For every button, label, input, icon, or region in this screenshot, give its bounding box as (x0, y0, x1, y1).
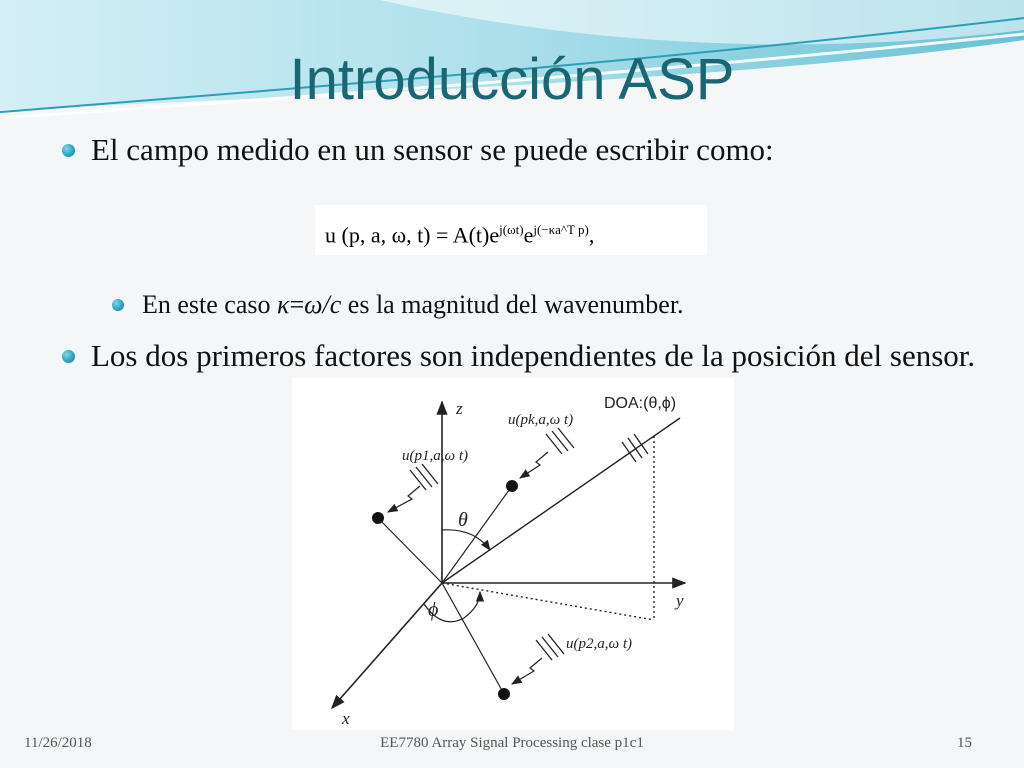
wave-arrow-k-icon (520, 452, 548, 478)
phi-label: ϕ (428, 599, 439, 621)
footer-date: 11/26/2018 (24, 735, 92, 751)
sub-bullet-prefix: En este caso (142, 290, 278, 319)
equation-lhs: u (p, a, ω, t) = A(t)e (325, 222, 500, 248)
sensor-k-dot (506, 480, 518, 492)
sensor-1-label: u(p1,a,ω t) (402, 448, 468, 464)
sub-bullet-suffix: es la magnitud del wavenumber. (341, 290, 684, 319)
slash-c: /c (322, 290, 342, 319)
sensor-2-dot (498, 688, 510, 700)
footer-page-number: 15 (957, 735, 972, 751)
slide-title: Introducción ASP (289, 47, 735, 112)
footer-course: EE7780 Array Signal Processing clase p1c1 (380, 735, 644, 751)
sensor-1-vector (378, 518, 442, 583)
equation-exp-2: j(−κa^T p) (533, 222, 589, 237)
bullet-dot-icon (62, 350, 75, 363)
sensor-2-label: u(p2,a,ω t) (566, 636, 632, 652)
bullet-2-text: Los dos primeros factores son independientes de la posición del sensor. (91, 338, 976, 373)
equation-exp-1: j(ωt) (499, 222, 524, 237)
bullet-dot-icon (62, 144, 75, 157)
doa-label: DOA:(θ,ϕ) (604, 395, 677, 412)
x-axis (332, 583, 442, 708)
sensor-k-vector (442, 486, 512, 583)
equation-tail: , (588, 222, 595, 248)
wavefront-k-icon (546, 428, 574, 454)
theta-label: θ (458, 509, 468, 531)
wavefront-doa-icon (622, 434, 648, 462)
axis-z-label: z (456, 399, 463, 418)
kappa-symbol: κ (277, 290, 290, 319)
theta-arc (442, 530, 490, 550)
equals-sign: = (289, 290, 305, 319)
doa-projection-floor (442, 583, 654, 620)
axis-y-label: y (676, 591, 684, 610)
omega-symbol: ω (304, 290, 323, 319)
wave-arrow-2-icon (512, 658, 542, 684)
sensor-k-label: u(pk,a,ω t) (508, 412, 574, 428)
wavefront-2-icon (536, 634, 564, 660)
equation-mid: e (523, 222, 534, 248)
bullet-2 (62, 336, 992, 376)
sub-bullet-text (142, 288, 684, 322)
array-geometry-diagram (292, 378, 734, 730)
wavefront-1-icon (410, 464, 438, 490)
sensor-1-dot (372, 512, 384, 524)
axis-x-label: x (342, 709, 350, 728)
bullet-1-text: El campo medido en un sensor se puede escribir como: (91, 132, 774, 167)
field-equation (315, 205, 707, 255)
sub-bullet-dot-icon (112, 299, 124, 311)
sub-bullet (112, 288, 972, 322)
wave-arrow-1-icon (388, 486, 420, 512)
sensor-2-vector (442, 583, 504, 694)
bullet-1 (62, 130, 992, 170)
diagram-svg (292, 378, 734, 730)
